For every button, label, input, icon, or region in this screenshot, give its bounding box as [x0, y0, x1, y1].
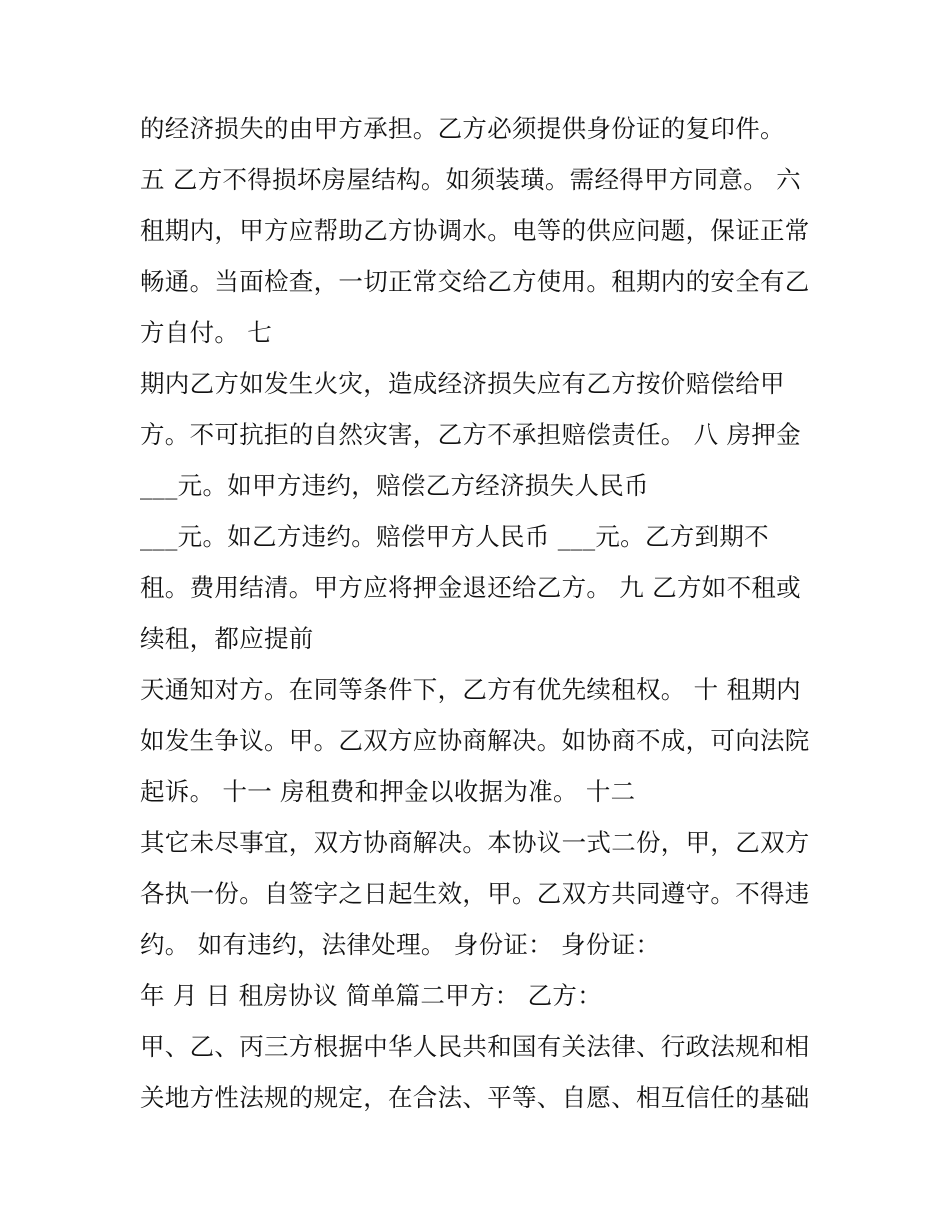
text-line: 如发生争议。甲。乙双方应协商解决。如协商不成，可向法院: [140, 726, 810, 755]
text-line: 租。费用结清。甲方应将押金退还给乙方。 九 乙方如不租或: [140, 573, 801, 602]
document-body: [140, 108, 830, 1128]
text-line: 方。不可抗拒的自然灾害，乙方不承担赔偿责任。 八 房押金: [140, 420, 801, 449]
text-line: 起诉。 十一 房租费和押金以收据为准。 十二: [140, 777, 636, 806]
text-line: 约。 如有违约，法律处理。 身份证： 身份证：: [140, 930, 661, 959]
text-line: 其它未尽事宜，双方协商解决。本协议一式二份，甲，乙双方: [140, 828, 810, 857]
text-line: 关地方性法规的规定，在合法、平等、自愿、相互信任的基础: [140, 1083, 810, 1112]
text-line: 续租，都应提前: [140, 624, 314, 653]
text-line: 各执一份。自签字之日起生效，甲。乙双方共同遵守。不得违: [140, 879, 810, 908]
text-line: 年 月 日 租房协议 简单篇二甲方： 乙方：: [140, 981, 603, 1010]
text-line: 租期内，甲方应帮助乙方协调水。电等的供应问题，保证正常: [140, 216, 810, 245]
text-line: ___元。如甲方违约，赔偿乙方经济损失人民币: [140, 471, 649, 500]
text-line: 五 乙方不得损坏房屋结构。如须装璜。需经得甲方同意。 六: [140, 165, 801, 194]
text-line: ___元。如乙方违约。赔偿甲方人民币 ___元。乙方到期不: [140, 522, 769, 551]
text-line: 畅通。当面检查，一切正常交给乙方使用。租期内的安全有乙: [140, 267, 810, 296]
text-line: 甲、乙、丙三方根据中华人民共和国有关法律、行政法规和相: [140, 1032, 810, 1061]
text-line: 天通知对方。在同等条件下，乙方有优先续租权。 十 租期内: [140, 675, 801, 704]
text-line: 方自付。 七: [140, 318, 273, 347]
text-line: 的经济损失的由甲方承担。乙方必须提供身份证的复印件。: [140, 114, 785, 143]
text-line: 期内乙方如发生火灾，造成经济损失应有乙方按价赔偿给甲: [140, 369, 785, 398]
